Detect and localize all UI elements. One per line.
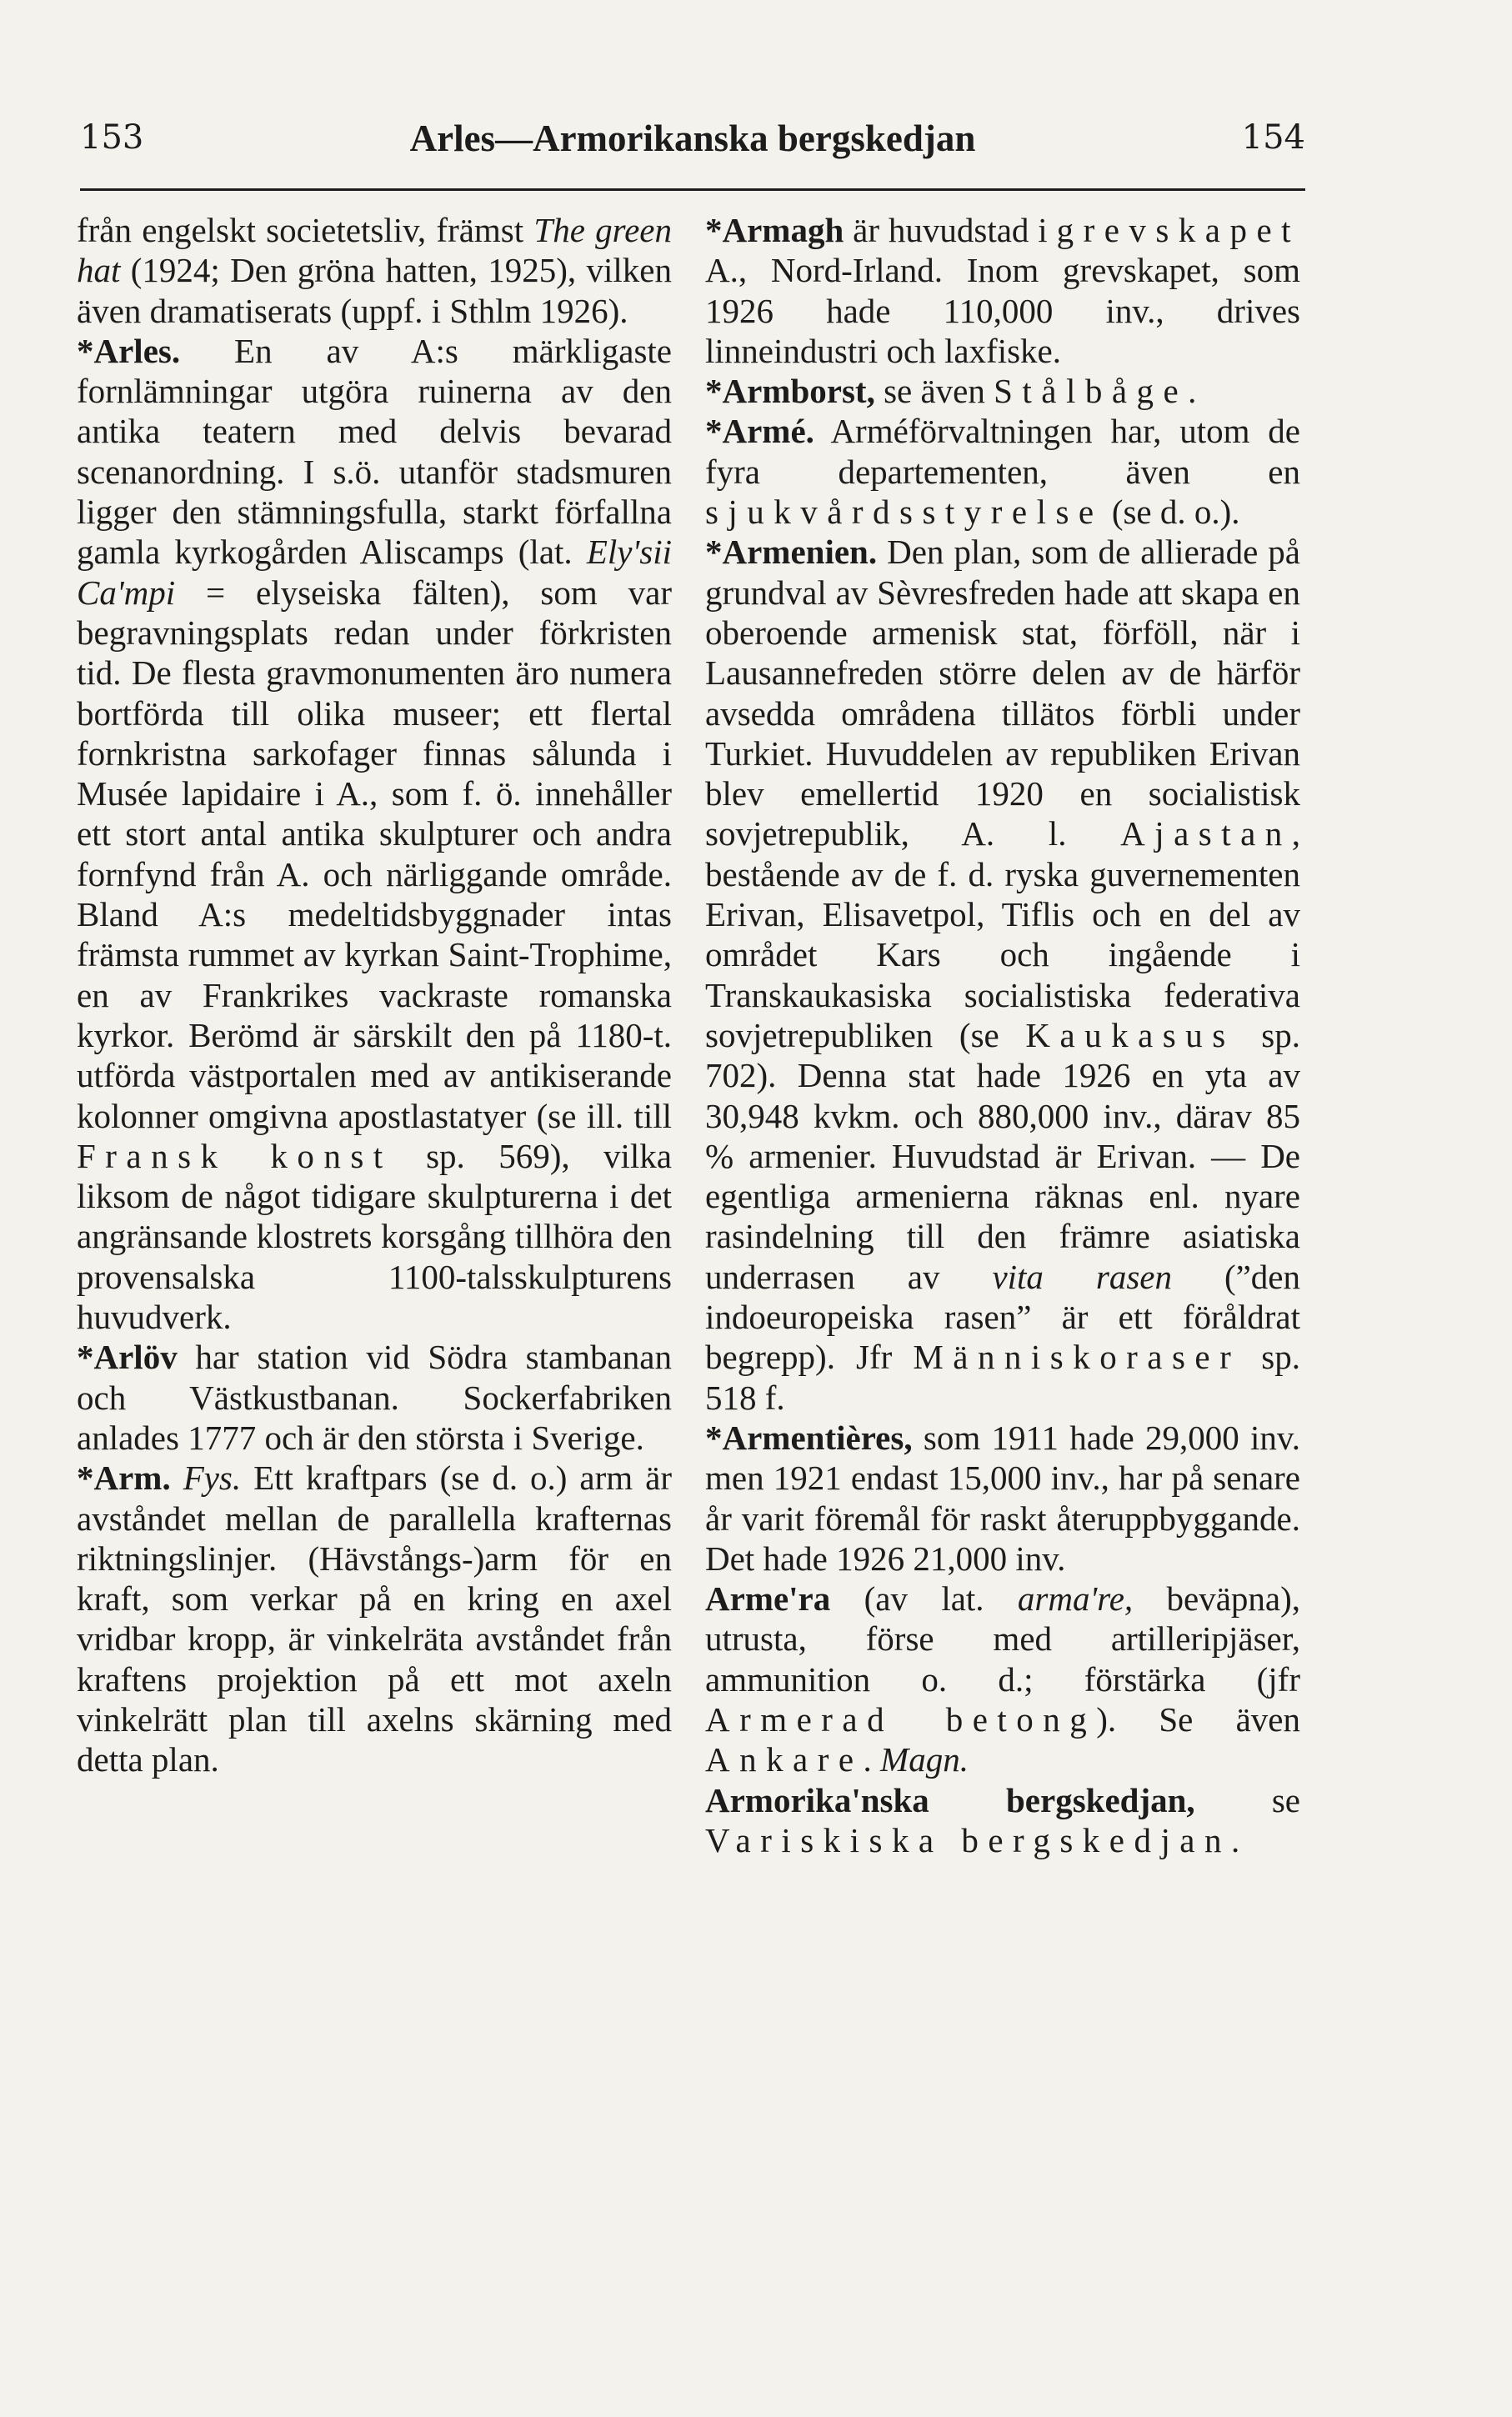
entry-armorikanska: Armorika'nska bergskedjan, se Variskiska bergskedjan. [705,1780,1300,1859]
cross-reference: Variskiska bergskedjan [705,1820,1231,1859]
headword: Armorika'nska bergskedjan, [705,1780,1195,1819]
cross-reference: Människoraser [913,1338,1241,1377]
cross-reference: sjukvårdsstyrelse [705,493,1104,532]
cross-reference: Armerad betong [705,1699,1097,1739]
cross-reference: Fransk konst [77,1136,393,1175]
entry-arles: *Arles. En av A:s märkligaste fornlämningar utgöra ruinerna av den antika teatern med delvis bevarad scenanordning. I s.ö. utanför stadsmuren ligger den stämningsfulla, starkt förfallna gamla kyrkogården Aliscamps (lat. Ely'sii Ca'mpi = elyseiska fälten), som var begravningsplats redan under förkristen tid. De flesta gravmonumenten äro numera bortförda till olika museer; ett flertal fornkristna sarkofager finnas sålunda i Musée lapidaire i A., som f. ö. innehåller ett stort antal antika skulpturer och andra fornfynd från A. och närliggande område. Bland A:s medeltidsbyggnader intas främsta rummet av kyrkan Saint-Trophime, en av Frankrikes vackraste romanska kyrkor. Berömd är särskilt den på 1180-t. utförda västportalen med av antikiserande kolonner omgivna apostlastatyer (se ill. till Fransk konst sp. 569), vilka liksom de något tidigare skulpturerna i det angränsande klostrets korsgång tillhöra den provensalska 1100-talsskulpturens huvudverk. [77,331,672,1337]
header-rule [80,188,1305,191]
left-column [77,210,672,1780]
running-header [80,115,1305,173]
headword: *Armentières, [705,1418,913,1457]
cross-reference: Stålbåge [994,372,1189,411]
headword: *Arlöv [77,1338,178,1377]
running-title: Arles—Armorikanska bergskedjan [409,118,976,159]
entry-armagh: *Armagh är huvudstad i grevskapet A., Nord-Irland. Inom grevskapet, som 1926 hade 110,000 inv., drives linneindustri och laxfiske. [705,211,1300,370]
headword: *Armagh [705,211,844,249]
entry-arme: *Armé. Arméförvaltningen har, utom de fyra departementen, även en sjukvårdsstyrelse (se d. o.). [705,412,1300,532]
entry-continuation: från engelskt societetsliv, främst The green hat (1924; Den gröna hatten, 1925), vilken även dramatiserats (uppf. i Sthlm 1926). [77,211,672,330]
entry-armera: Arme'ra (av lat. arma're, beväpna), utrusta, förse med artilleripjäser, ammunition o. d.; förstärka (jfr Armerad betong). Se även Ankare. Magn. [705,1579,1300,1779]
author-signature: Magn. [880,1740,969,1779]
entry-armenien: *Armenien. Den plan, som de allierade på grundval av Sèvresfreden hade att skapa en oberoende armenisk stat, förföll, när i Lausannefreden större delen av de härför avsedda områdena tillätos förbli under Turkiet. Huvuddelen av republiken Erivan blev emellertid 1920 en socialistisk sovjetrepublik, A. l. Ajastan, bestående av de f. d. ryska guvernementen Erivan, Elisavetpol, Tiflis och en del av området Kars och ingående i Transkaukasiska socialistiska federativa sovjetrepubliken (se Kaukasus sp. 702). Denna stat hade 1926 en yta av 30,948 kvkm. och 880,000 inv., därav 85 % armenier. Huvudstad är Erivan. — De egentliga armenierna räknas enl. nyare rasindelning till den främre asiatiska underrasen av vita rasen (”den indoeuropeiska rasen” är ett föråldrat begrepp). Jfr Människoraser sp. 518 f. [705,533,1300,1417]
headword: *Armenien. [705,533,878,572]
page-number-left: 153 [80,118,144,157]
cross-reference: Kaukasus [1025,1015,1235,1054]
entry-arm: *Arm. Fys. Ett kraftpars (se d. o.) arm är avståndet mellan de parallella krafternas riktningslinjer. (Hävstångs-)arm för en kraft, som verkar på en kring en axel vridbar kropp, är vinkelräta avståndet från kraftens projektion på ett mot axeln vinkelrätt plan till axelns skärning med detta plan. [77,1459,672,1779]
cross-reference: Ankare [705,1740,864,1779]
headword: *Armé. [705,412,814,451]
headword: *Armborst, [705,372,875,411]
right-column [705,210,1300,1860]
page-number-right: 154 [1241,118,1305,157]
entry-armborst: *Armborst, se även Stålbåge. [705,372,1197,411]
entry-arlov: *Arlöv har station vid Södra stambanan och Västkustbanan. Sockerfabriken anlades 1777 och är den största i Sverige. [77,1338,672,1457]
headword: Arme'ra [705,1579,831,1619]
headword: *Arm. [77,1459,171,1498]
headword: *Arles. [77,331,181,370]
entry-armentieres: *Armentières, som 1911 hade 29,000 inv. men 1921 endast 15,000 inv., har på senare år varit föremål för raskt återuppbyggande. Det hade 1926 21,000 inv. [705,1418,1300,1578]
